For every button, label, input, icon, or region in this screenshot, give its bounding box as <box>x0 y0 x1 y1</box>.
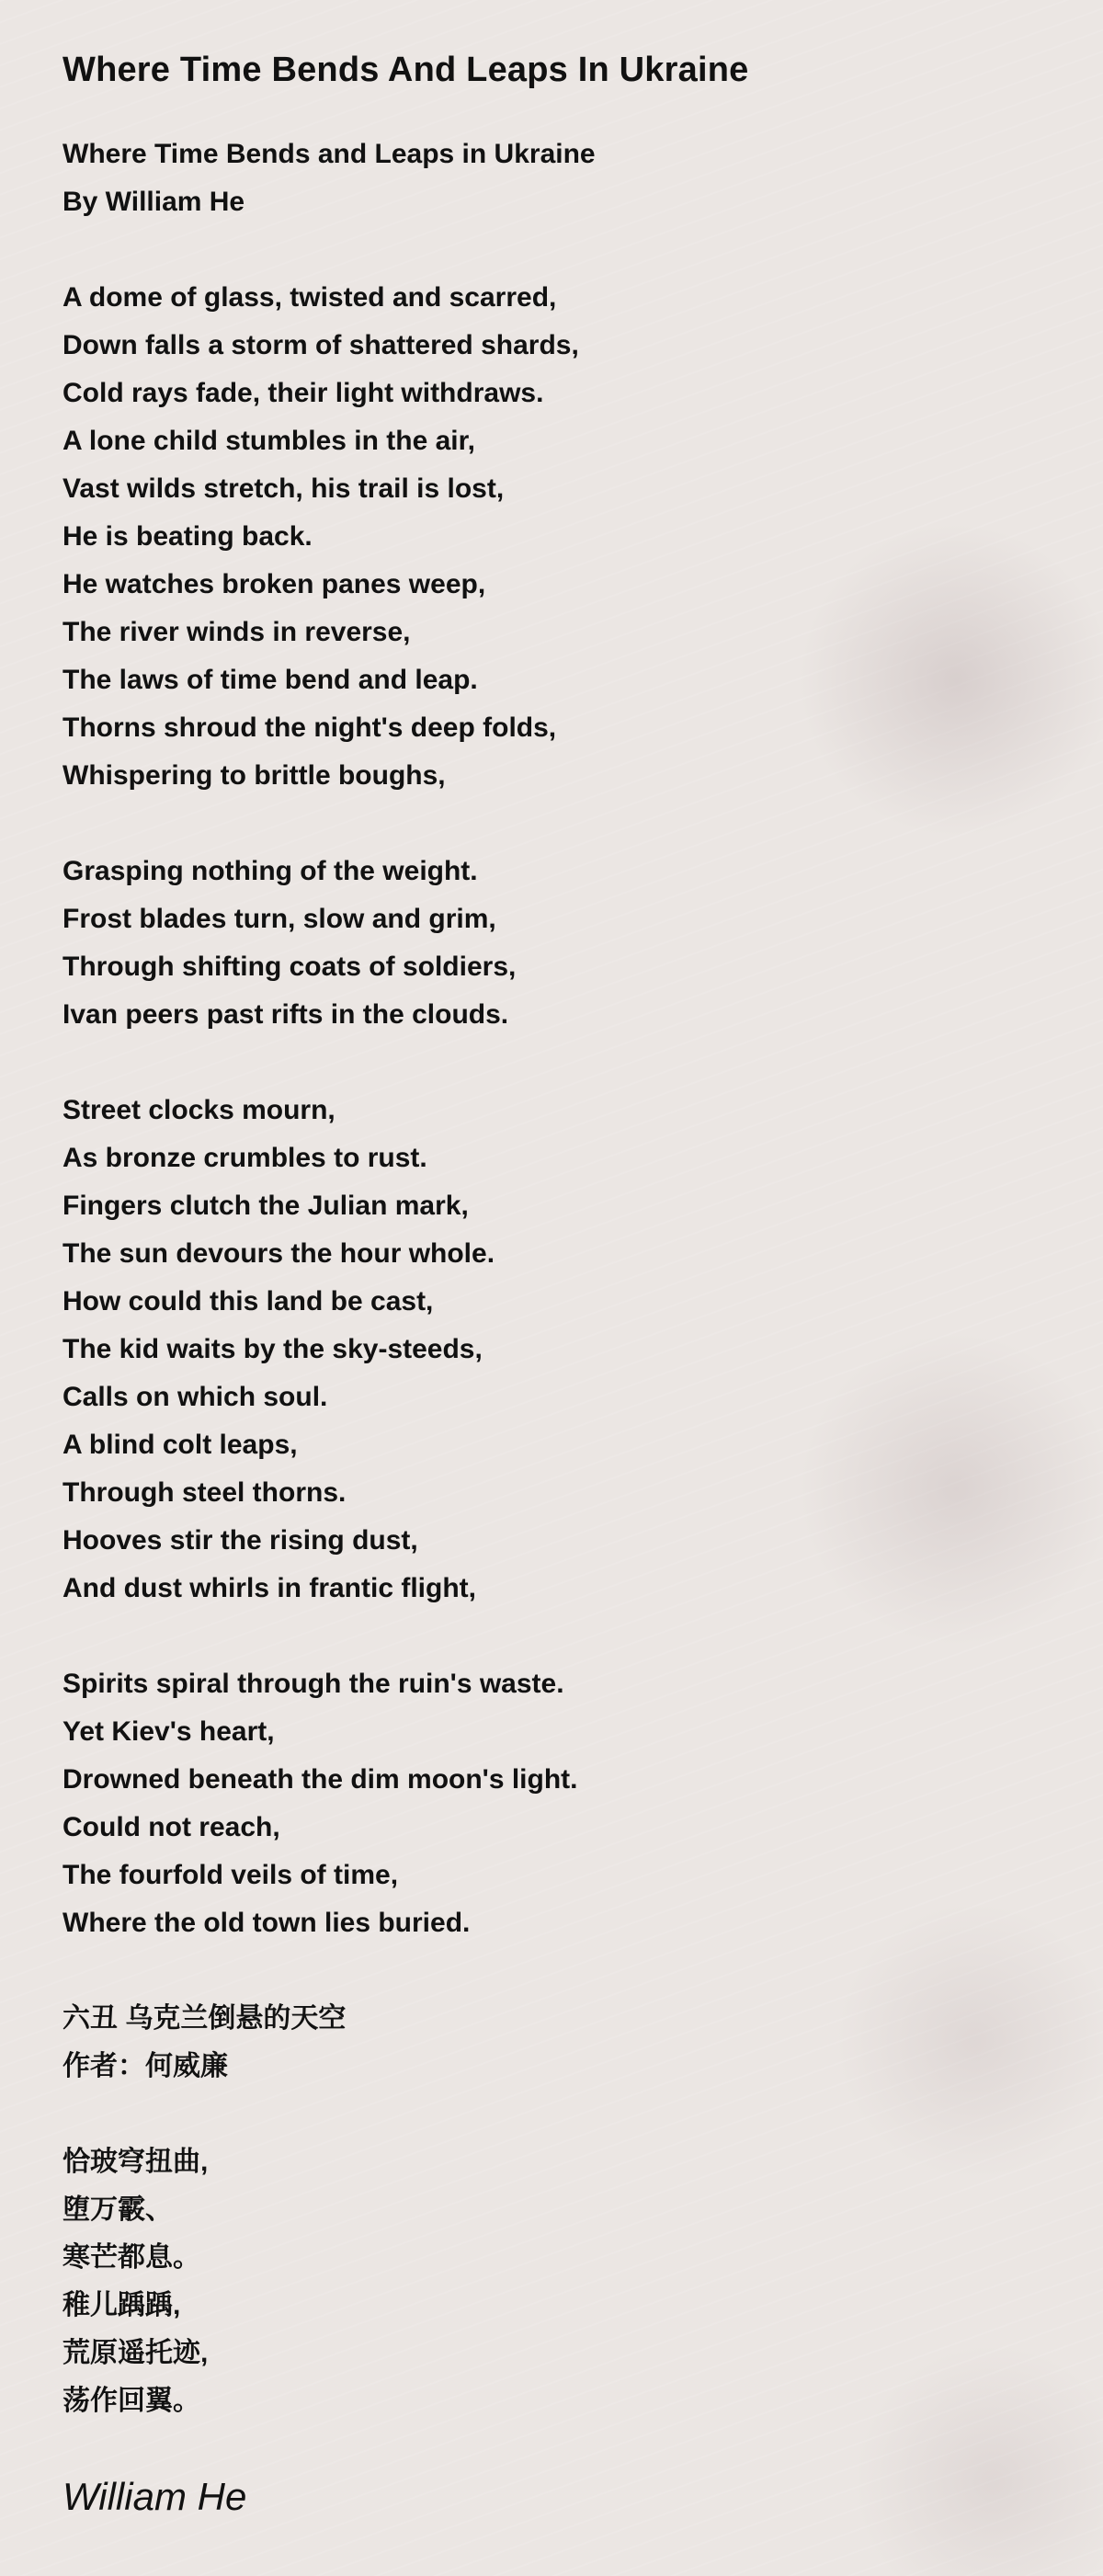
stanza-gap <box>63 800 1037 848</box>
poem-line: The sun devours the hour whole. <box>63 1238 495 1269</box>
poem-line: 稚儿踽踽, <box>63 2290 181 2320</box>
poem-line: As bronze crumbles to rust. <box>63 1143 427 1173</box>
poem-line: Could not reach, <box>63 1812 280 1842</box>
poem-line: He watches broken panes weep, <box>63 569 486 599</box>
stanza-gap <box>63 1039 1037 1087</box>
poem-line: Through steel thorns. <box>63 1477 347 1508</box>
poem-line: 寒芒都息。 <box>63 2242 200 2273</box>
poem-line: A lone child stumbles in the air, <box>63 426 475 456</box>
poem-page <box>63 0 1037 2523</box>
author-signature: William He <box>63 2475 247 2518</box>
stanza-gap <box>63 1613 1037 1660</box>
poem-line: Ivan peers past rifts in the clouds. <box>63 999 509 1030</box>
poem-line: A blind colt leaps, <box>63 1430 298 1460</box>
poem-line: Frost blades turn, slow and grim, <box>63 904 496 934</box>
poem-line: Vast wilds stretch, his trail is lost, <box>63 473 505 504</box>
poem-line: 恰玻穹扭曲, <box>63 2147 209 2177</box>
poem-line: Cold rays fade, their light withdraws. <box>63 378 544 408</box>
poem-line: 荒原遥托迹, <box>63 2338 209 2368</box>
poem-body <box>63 131 1037 2425</box>
poem-line: Hooves stir the rising dust, <box>63 1525 418 1556</box>
poem-line: Whispering to brittle boughs, <box>63 760 446 791</box>
poem-line: And dust whirls in frantic flight, <box>63 1573 476 1603</box>
poem-line: Where the old town lies buried. <box>63 1908 471 1938</box>
poem-line: Thorns shroud the night's deep folds, <box>63 712 557 743</box>
poem-line: Spirits spiral through the ruin's waste. <box>63 1669 564 1699</box>
poem-title-line: Where Time Bends and Leaps in Ukraine <box>63 139 596 169</box>
poem-line-chinese-byline: 作者：何威廉 <box>63 2051 228 2081</box>
poem-line: Drowned beneath the dim moon's light. <box>63 1764 578 1795</box>
poem-line: Calls on which soul. <box>63 1382 328 1412</box>
stanza-gap <box>63 2091 1037 2138</box>
poem-line: The fourfold veils of time, <box>63 1860 399 1890</box>
poem-line: Through shifting coats of soldiers, <box>63 952 517 982</box>
poem-line: The river winds in reverse, <box>63 617 411 647</box>
poem-line: Grasping nothing of the weight. <box>63 856 478 886</box>
poem-line: 堕万霰、 <box>63 2194 173 2225</box>
poem-line: Fingers clutch the Julian mark, <box>63 1191 469 1221</box>
poem-line: Down falls a storm of shattered shards, <box>63 330 579 360</box>
poem-line: The laws of time bend and leap. <box>63 665 478 695</box>
poem-line: A dome of glass, twisted and scarred, <box>63 282 557 313</box>
page-title: Where Time Bends And Leaps In Ukraine <box>63 51 749 89</box>
poem-line-chinese-title: 六丑 乌克兰倒悬的天空 <box>63 2003 347 2034</box>
poem-line: The kid waits by the sky-steeds, <box>63 1334 483 1364</box>
stanza-gap <box>63 226 1037 274</box>
poem-byline: By William He <box>63 187 245 217</box>
poem-line: Yet Kiev's heart, <box>63 1716 275 1747</box>
stanza-gap <box>63 1947 1037 1995</box>
poem-line: He is beating back. <box>63 521 313 552</box>
poem-line: 荡作回翼。 <box>63 2386 200 2416</box>
poem-line: Street clocks mourn, <box>63 1095 335 1125</box>
poem-line: How could this land be cast, <box>63 1286 434 1316</box>
